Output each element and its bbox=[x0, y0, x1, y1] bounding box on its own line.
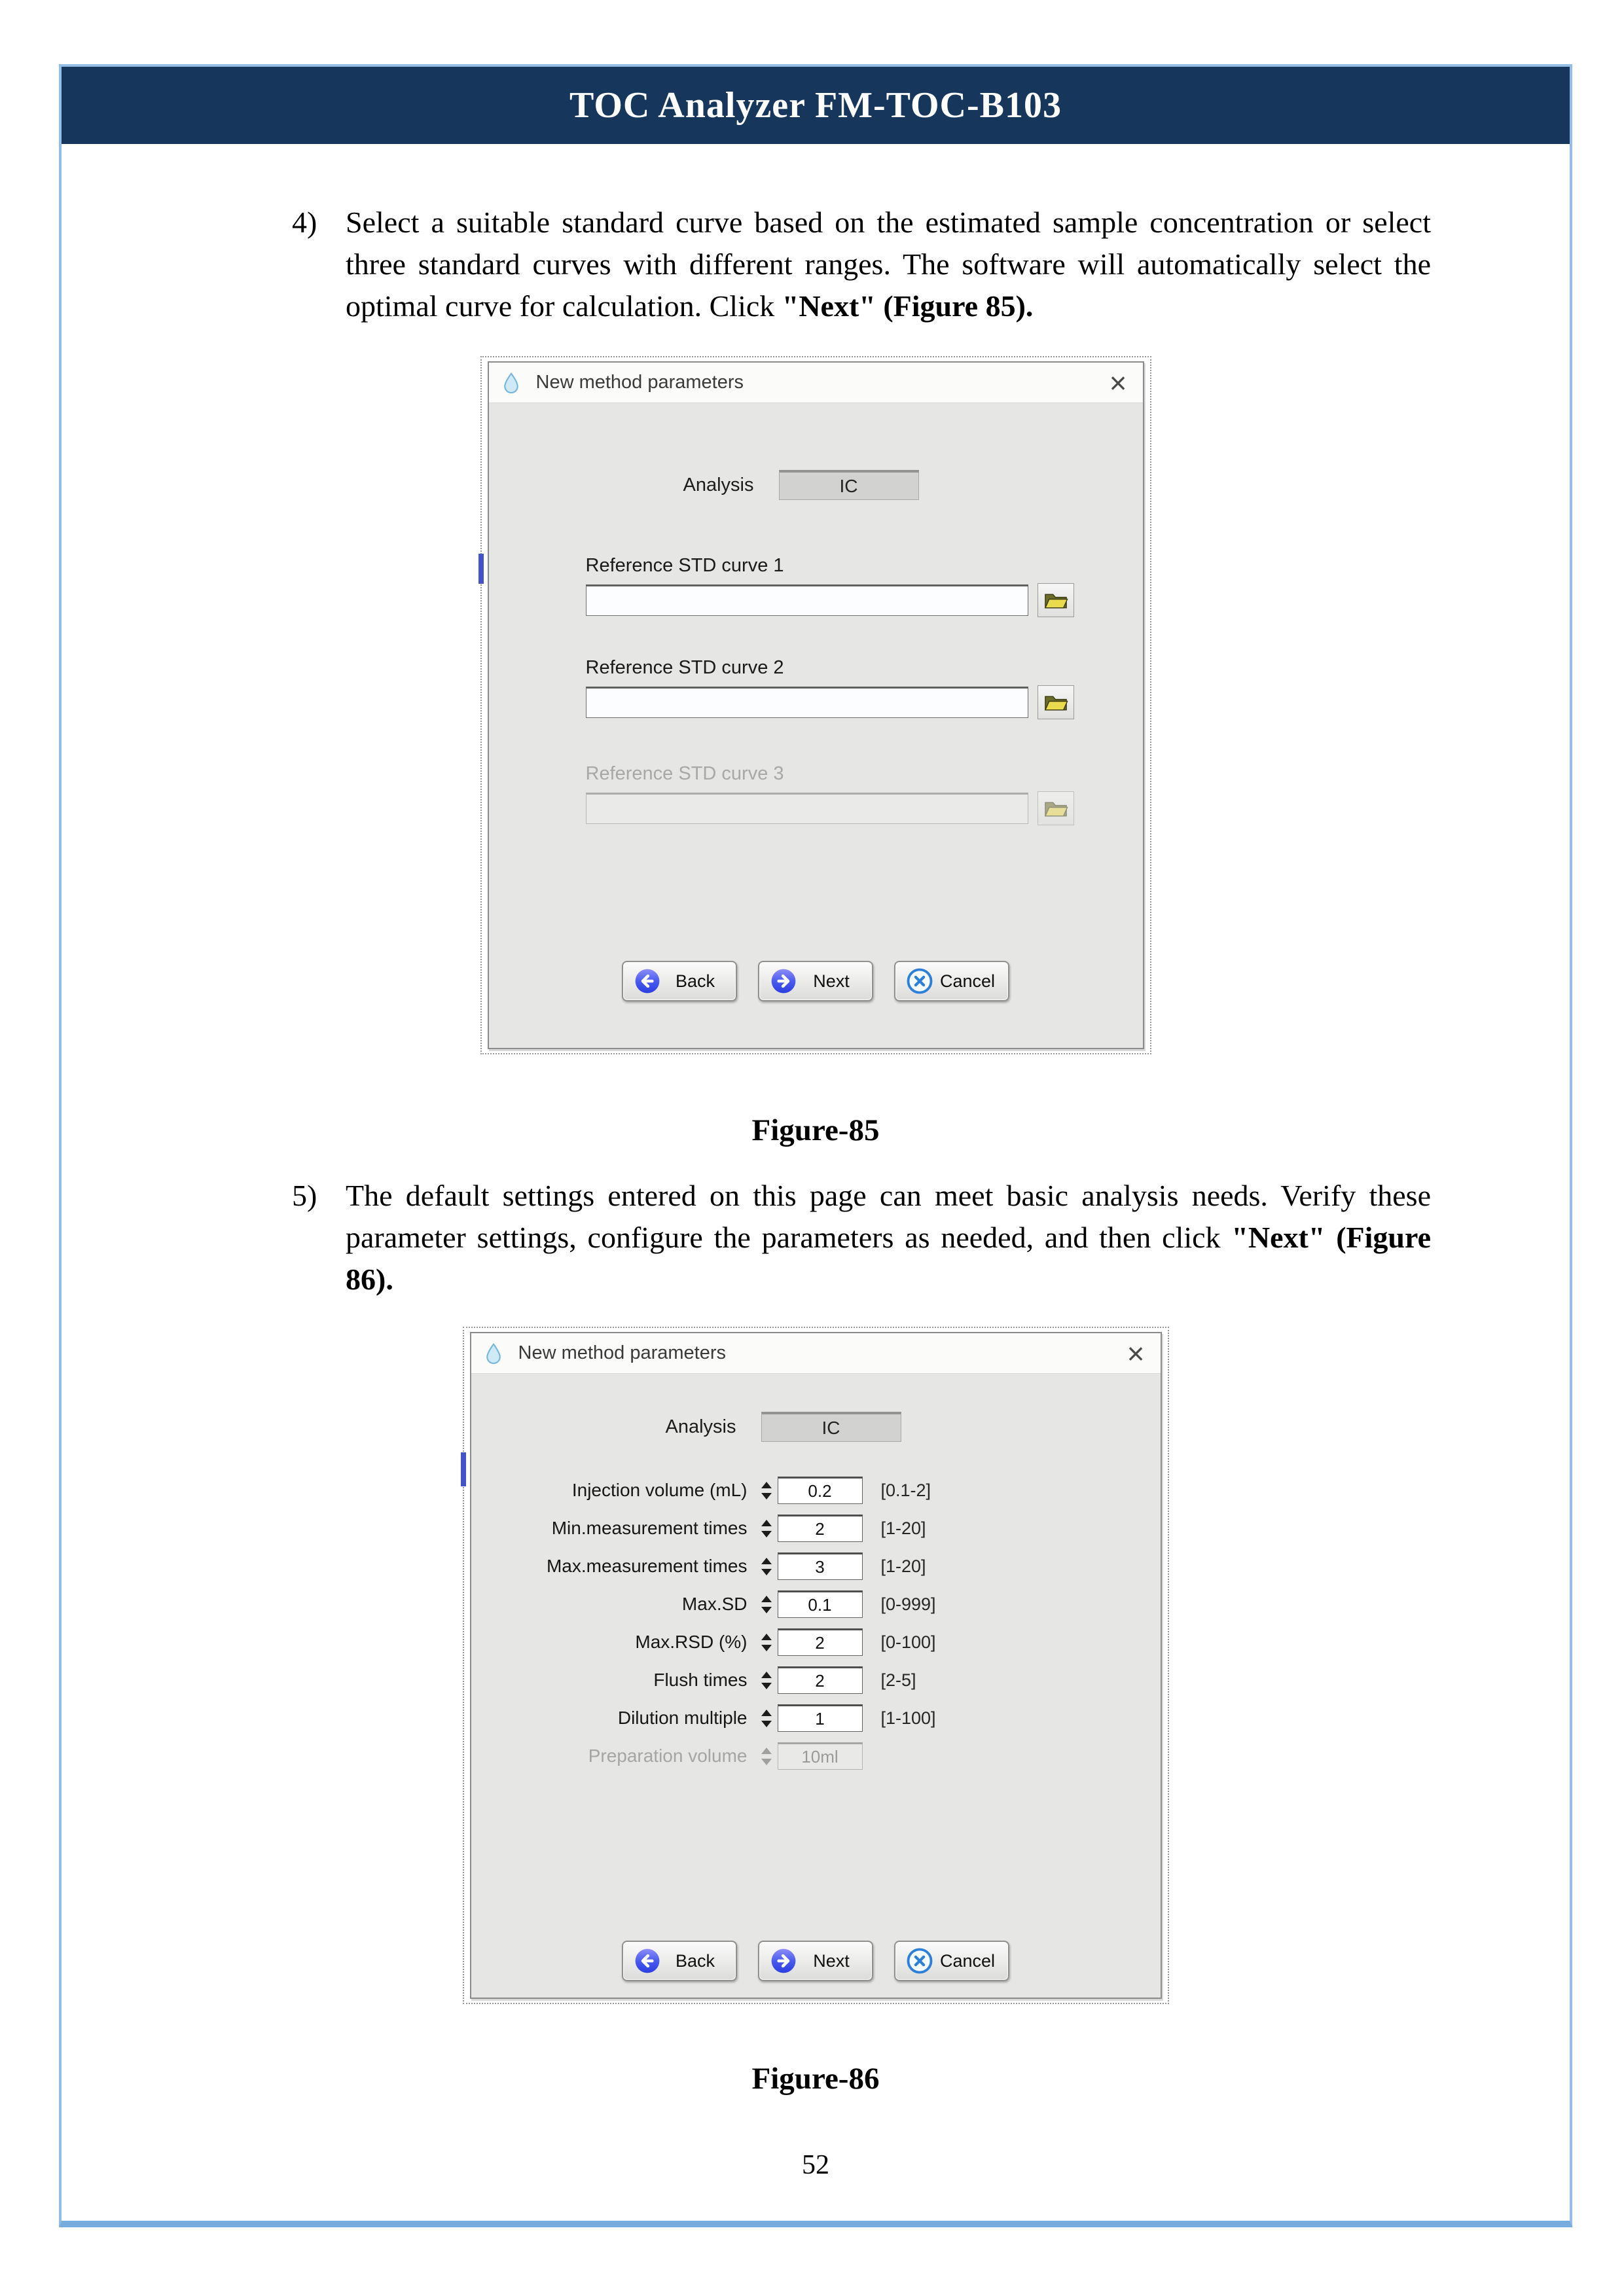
reference-std-curve-3-group bbox=[586, 763, 1074, 825]
spinner bbox=[758, 1552, 775, 1580]
preparation-volume-label: Preparation volume bbox=[588, 1746, 748, 1766]
cancel-button[interactable] bbox=[894, 961, 1009, 1001]
arrow-right-circle-icon bbox=[770, 967, 797, 995]
spinner-down-icon[interactable] bbox=[761, 1569, 772, 1575]
max-measurement-times-input[interactable] bbox=[778, 1552, 863, 1580]
button-label: Cancel bbox=[939, 1950, 996, 1971]
flush-times-label: Flush times bbox=[653, 1670, 748, 1690]
arrow-left-circle-icon bbox=[634, 1947, 661, 1975]
spinner-down-icon[interactable] bbox=[761, 1683, 772, 1689]
arrow-right-circle-icon bbox=[770, 1947, 797, 1975]
param-row bbox=[471, 1742, 1161, 1770]
spinner-down-icon[interactable] bbox=[761, 1645, 772, 1651]
button-label: Next bbox=[813, 971, 850, 991]
dialog-titlebar bbox=[489, 363, 1143, 403]
spinner-up-icon[interactable] bbox=[761, 1634, 772, 1640]
flush-times-input[interactable] bbox=[778, 1666, 863, 1694]
step-number: 5) bbox=[292, 1179, 317, 1212]
param-range: [0-100] bbox=[880, 1632, 936, 1652]
browse-folder-button bbox=[1038, 791, 1074, 825]
step-text bbox=[346, 1175, 1431, 1300]
spinner bbox=[758, 1590, 775, 1618]
spinner-up-icon[interactable] bbox=[761, 1520, 772, 1526]
dialog-title: New method parameters bbox=[518, 1342, 727, 1363]
reference-std-curve-2-input[interactable] bbox=[586, 687, 1028, 718]
spinner-down-icon[interactable] bbox=[761, 1531, 772, 1537]
arrow-left-circle-icon bbox=[634, 967, 661, 995]
figure-caption: Figure-85 bbox=[751, 1113, 880, 1147]
param-range: [1-20] bbox=[880, 1556, 926, 1576]
spinner-up-icon[interactable] bbox=[761, 1558, 772, 1564]
injection-volume-label: Injection volume (mL) bbox=[571, 1480, 748, 1500]
new-method-parameters-dialog bbox=[488, 361, 1144, 1049]
spinner bbox=[758, 1515, 775, 1542]
back-button[interactable] bbox=[622, 1941, 737, 1981]
page-header bbox=[62, 67, 1570, 144]
cancel-button[interactable] bbox=[894, 1941, 1009, 1981]
next-button[interactable] bbox=[758, 1941, 873, 1981]
step-text-normal: The default settings entered on this page can meet basic analysis needs. Verify these parameter settings, configure the parameters as needed, and then click bbox=[346, 1179, 1431, 1254]
browse-folder-button[interactable] bbox=[1038, 583, 1074, 617]
reference-std-curve-2-group bbox=[586, 657, 1074, 719]
param-range: [1-20] bbox=[880, 1518, 926, 1538]
cancel-x-circle-icon bbox=[906, 1947, 933, 1975]
page bbox=[59, 64, 1572, 2227]
button-label: Back bbox=[675, 971, 715, 991]
page-number: 52 bbox=[802, 2150, 829, 2180]
dialog-button-row bbox=[489, 961, 1143, 1001]
param-row bbox=[471, 1590, 1161, 1619]
param-row bbox=[471, 1666, 1161, 1695]
scan-artifact bbox=[478, 554, 484, 584]
dialog-button-row bbox=[471, 1941, 1161, 1981]
max-rsd-label: Max.RSD (%) bbox=[635, 1632, 748, 1652]
water-drop-icon bbox=[482, 1342, 505, 1365]
page-title: TOC Analyzer FM-TOC-B103 bbox=[569, 85, 1062, 126]
dialog-body bbox=[471, 1374, 1161, 1998]
dialog-titlebar bbox=[471, 1333, 1161, 1374]
button-label: Cancel bbox=[939, 971, 996, 991]
spinner bbox=[758, 1742, 775, 1770]
spinner-up-icon[interactable] bbox=[761, 1482, 772, 1488]
next-button[interactable] bbox=[758, 961, 873, 1001]
reference-std-curve-1-group bbox=[586, 555, 1074, 617]
param-row bbox=[471, 1552, 1161, 1581]
close-icon[interactable]: × bbox=[1127, 1336, 1145, 1371]
analysis-label: Analysis bbox=[665, 1416, 736, 1437]
spinner bbox=[758, 1477, 775, 1504]
figure-caption: Figure-86 bbox=[751, 2062, 880, 2096]
spinner-up-icon[interactable] bbox=[761, 1710, 772, 1716]
dialog-title: New method parameters bbox=[535, 372, 744, 393]
reference-std-curve-2-label: Reference STD curve 2 bbox=[585, 657, 784, 678]
dialog-body bbox=[489, 403, 1143, 1048]
spinner-down-icon bbox=[761, 1759, 772, 1765]
param-range: [1-100] bbox=[880, 1708, 936, 1728]
water-drop-icon bbox=[499, 371, 523, 395]
step-4-item bbox=[292, 202, 1431, 327]
spinner-up-icon[interactable] bbox=[761, 1596, 772, 1602]
min-measurement-times-label: Min.measurement times bbox=[551, 1518, 748, 1538]
spinner-down-icon[interactable] bbox=[761, 1721, 772, 1727]
max-sd-input[interactable] bbox=[778, 1590, 863, 1618]
max-rsd-input[interactable] bbox=[778, 1628, 863, 1656]
spinner bbox=[758, 1666, 775, 1694]
spinner-up-icon[interactable] bbox=[761, 1672, 772, 1678]
step-text bbox=[346, 202, 1431, 327]
injection-volume-input[interactable] bbox=[778, 1477, 863, 1504]
figure-85-screenshot bbox=[480, 356, 1151, 1054]
analysis-value-field: IC bbox=[761, 1412, 901, 1442]
param-range: [0-999] bbox=[880, 1594, 936, 1614]
figure-86-screenshot bbox=[463, 1327, 1169, 2004]
folder-icon bbox=[1043, 798, 1068, 818]
step-text-normal: Select a suitable standard curve based on the estimated sample concentration or select three standard curves with different ranges. The software will automatically select the optimal curve for calculation. Click bbox=[346, 206, 1431, 323]
param-row bbox=[471, 1628, 1161, 1657]
param-range: [0.1-2] bbox=[880, 1480, 931, 1500]
button-label: Back bbox=[675, 1950, 715, 1971]
new-method-parameters-dialog bbox=[470, 1332, 1162, 1999]
step-5-item bbox=[292, 1175, 1431, 1300]
step-text-bold: "Next" (Figure 86). bbox=[346, 1221, 1431, 1296]
close-icon[interactable]: × bbox=[1109, 365, 1127, 400]
param-row bbox=[471, 1476, 1161, 1505]
parameter-list bbox=[471, 1476, 1161, 1780]
step-text-bold: "Next" (Figure 85). bbox=[782, 289, 1034, 323]
dilution-multiple-label: Dilution multiple bbox=[617, 1708, 748, 1728]
browse-folder-button[interactable] bbox=[1038, 685, 1074, 719]
reference-std-curve-1-label: Reference STD curve 1 bbox=[585, 555, 784, 576]
dilution-multiple-input[interactable] bbox=[778, 1704, 863, 1732]
min-measurement-times-input[interactable] bbox=[778, 1515, 863, 1542]
reference-std-curve-1-input[interactable] bbox=[586, 584, 1028, 616]
analysis-row bbox=[471, 1412, 1161, 1442]
step-number: 4) bbox=[292, 206, 317, 239]
folder-icon bbox=[1043, 692, 1068, 712]
folder-icon bbox=[1043, 590, 1068, 610]
analysis-row bbox=[489, 470, 1143, 500]
param-row bbox=[471, 1514, 1161, 1543]
max-measurement-times-label: Max.measurement times bbox=[546, 1556, 748, 1576]
cancel-x-circle-icon bbox=[906, 967, 933, 995]
spinner-down-icon[interactable] bbox=[761, 1493, 772, 1499]
spinner-up-icon bbox=[761, 1748, 772, 1754]
param-row bbox=[471, 1704, 1161, 1732]
max-sd-label: Max.SD bbox=[681, 1594, 748, 1614]
spinner bbox=[758, 1704, 775, 1732]
param-range: [2-5] bbox=[880, 1670, 916, 1690]
reference-std-curve-3-input bbox=[586, 793, 1028, 824]
spinner bbox=[758, 1628, 775, 1656]
preparation-volume-input bbox=[778, 1742, 863, 1770]
back-button[interactable] bbox=[622, 961, 737, 1001]
analysis-value-field: IC bbox=[779, 470, 919, 500]
reference-std-curve-3-label: Reference STD curve 3 bbox=[585, 763, 784, 784]
scan-artifact bbox=[461, 1452, 466, 1486]
button-label: Next bbox=[813, 1950, 850, 1971]
analysis-label: Analysis bbox=[683, 474, 754, 495]
spinner-down-icon[interactable] bbox=[761, 1607, 772, 1613]
